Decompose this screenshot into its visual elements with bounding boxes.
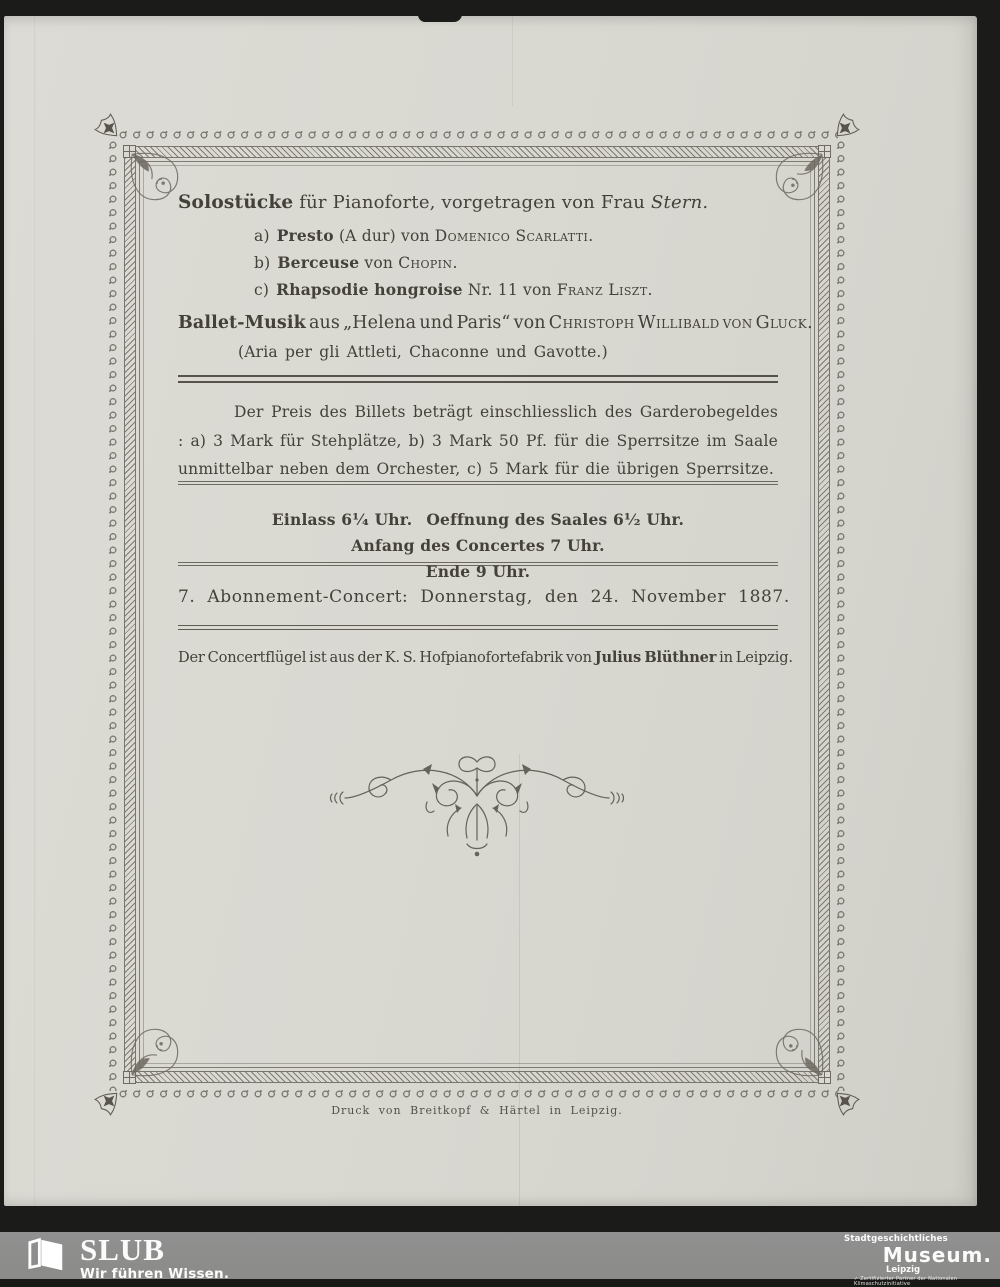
- ballet-subtitle: (Aria per gli Attleti, Chaconne und Gavotte.): [238, 343, 608, 361]
- item-title: Presto: [276, 226, 334, 245]
- admission-time: Einlass 6¹⁄₄ Uhr.: [271, 510, 413, 529]
- ornamental-border: [106, 128, 848, 1101]
- program-item: [254, 280, 854, 299]
- paper-crease: [512, 16, 513, 106]
- item-label: a): [254, 227, 270, 245]
- ballet-rest: aus „Helena und Paris“ von: [305, 313, 549, 333]
- times-line: [178, 507, 778, 585]
- slub-wordmark-group: [80, 1232, 230, 1282]
- slub-logo: [26, 1232, 230, 1282]
- border-braid-band-top: [124, 146, 830, 158]
- piano-maker-name: Julius Blüthner: [594, 649, 717, 666]
- piano-credit-line: [178, 649, 793, 666]
- ballet-section-heading: [178, 313, 814, 333]
- border-spiral-band-left: [106, 138, 120, 1091]
- slub-tagline: Wir führen Wissen.: [80, 1266, 230, 1282]
- program-item: [254, 226, 854, 245]
- solo-section-heading: [178, 192, 778, 213]
- item-label: c): [254, 281, 270, 299]
- item-composer: Domenico Scarlatti.: [434, 227, 594, 245]
- border-spiral-band-top: [116, 128, 838, 142]
- border-braid-band-left: [124, 146, 136, 1083]
- border-inner-rule: [143, 165, 814, 1064]
- concert-end-time: Ende 9 Uhr.: [425, 562, 531, 581]
- paper-edge-chip: [418, 14, 462, 22]
- solo-title: Solostücke: [178, 192, 294, 213]
- divider-rule: [178, 625, 778, 630]
- ballet-title: Ballet-Musik: [178, 313, 306, 333]
- slub-wordmark: SLUB: [80, 1232, 165, 1267]
- open-book-icon: [26, 1235, 68, 1275]
- item-connective: (A dur) von: [333, 227, 435, 245]
- museum-wordmark: Museum.: [882, 1242, 992, 1267]
- museum-partner-tagline: ✓ Zertifizierter Partner der Nationalen Klimaschutzinitiative: [854, 1276, 958, 1287]
- solo-title-rest: für Pianoforte, vorgetragen von Frau: [293, 192, 652, 213]
- concert-title-line: 7. Abonnement-Concert: Donnerstag, den 24. November 1887.: [178, 587, 790, 607]
- divider-rule: [178, 481, 778, 485]
- doors-open-time: Oeffnung des Saales 6¹⁄₂ Uhr.: [426, 510, 685, 529]
- item-connective: von: [359, 254, 399, 272]
- piano-credit-post: in Leipzig.: [716, 649, 793, 666]
- printer-credit-line: Druck von Breitkopf & Härtel in Leipzig.: [331, 1104, 623, 1117]
- item-connective: Nr. 11 von: [462, 281, 557, 299]
- piano-credit-pre: Der Concertflügel ist aus der K. S. Hofpianofortefabrik von: [178, 649, 595, 666]
- item-composer: Franz Liszt.: [556, 281, 653, 299]
- border-braid-band-bottom: [124, 1071, 830, 1083]
- divider-rule: [178, 562, 778, 566]
- item-label: b): [254, 254, 271, 272]
- program-item: [254, 253, 854, 272]
- item-title: Rhapsodie hongroise: [276, 280, 463, 299]
- corner-floral-icon: [126, 1019, 188, 1081]
- museum-city: Leipzig: [886, 1264, 921, 1275]
- price-paragraph: Der Preis des Billets beträgt einschliesslich des Garderobegeldes : a) 3 Mark für Stehplätze, b) 3 Mark 50 Pf. für die Sperrsitze im Saale unmittelbar neben dem Orchester, c) 5 Mark für die übrigen Sperrsitze.: [178, 403, 778, 478]
- library-footer-bar: [0, 1232, 1000, 1287]
- item-composer: Chopin.: [398, 254, 458, 272]
- ballet-composer: Christoph Willibald von Gluck.: [548, 313, 814, 333]
- solo-performer: Stern.: [651, 192, 709, 213]
- border-spiral-band-bottom: [116, 1087, 838, 1101]
- divider-rule: [178, 375, 778, 383]
- flourish-vignette-icon: [327, 750, 627, 862]
- paper-crease: [34, 16, 36, 1206]
- program-page: [4, 16, 977, 1206]
- museum-logo: [844, 1235, 992, 1287]
- item-title: Berceuse: [277, 253, 360, 272]
- corner-floral-icon: [766, 1019, 828, 1081]
- concert-start-time: Anfang des Concertes 7 Uhr.: [351, 536, 605, 555]
- museum-line-stadtgeschichtliches: Stadtgeschichtliches: [844, 1234, 948, 1244]
